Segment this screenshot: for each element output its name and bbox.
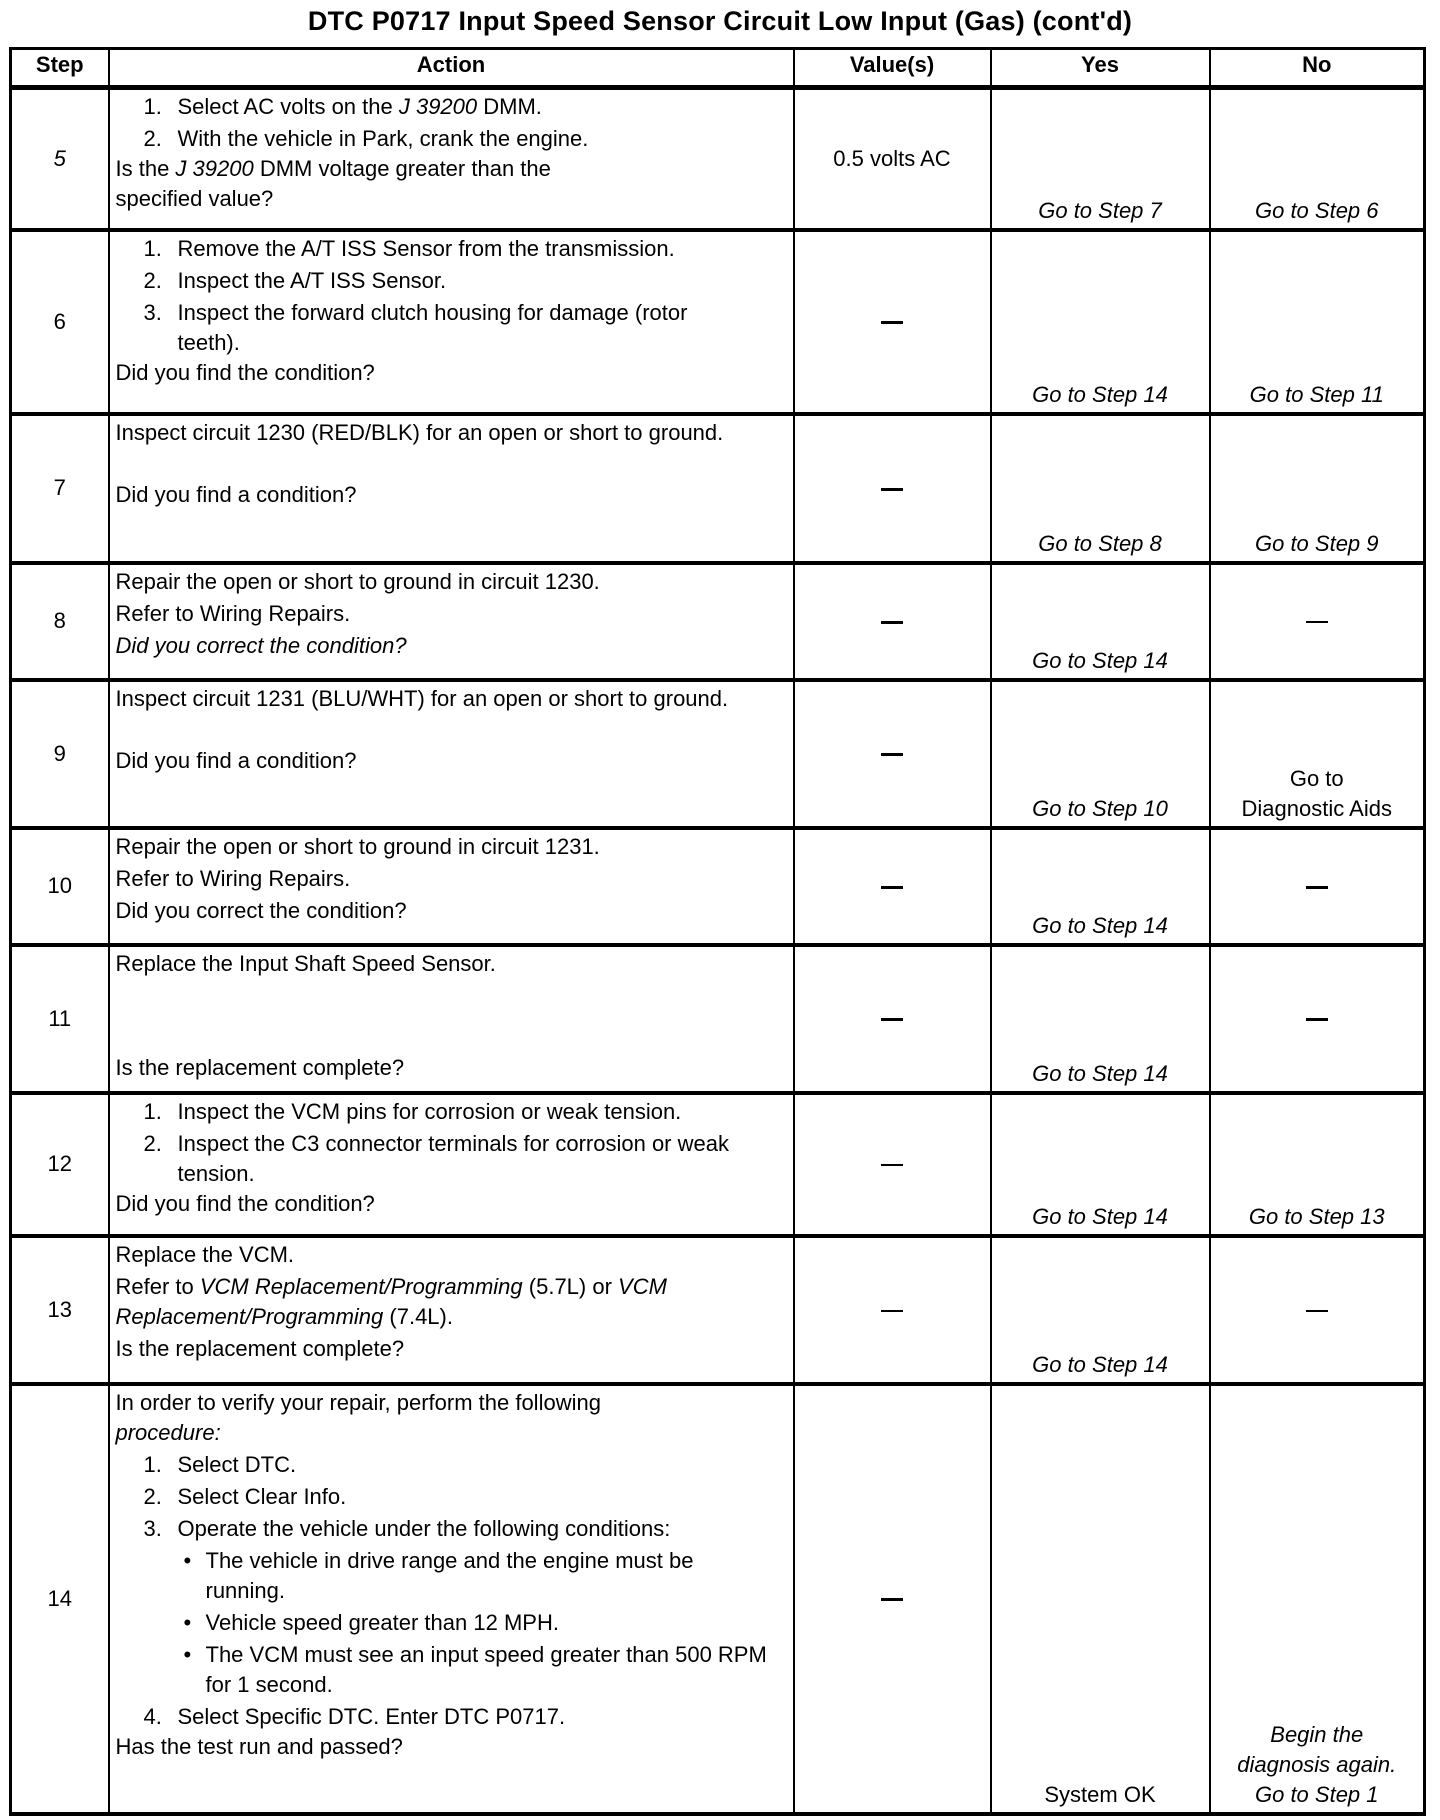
table-header-row bbox=[11, 49, 1425, 88]
step-number: 11 bbox=[11, 945, 109, 1093]
action-reference: Refer to Wiring Repairs. bbox=[115, 865, 351, 891]
action-cell bbox=[109, 1093, 794, 1236]
action-cell bbox=[109, 1384, 794, 1814]
action-step-1: 1. Select DTC. bbox=[143, 1451, 297, 1477]
no-link[interactable]: Begin the diagnosis again. Go to Step 1 bbox=[1210, 1384, 1425, 1814]
action-question: Did you find the condition? bbox=[115, 1190, 375, 1216]
dash-icon bbox=[881, 753, 903, 756]
dash-icon bbox=[881, 488, 903, 491]
yes-link[interactable]: Go to Step 14 bbox=[991, 563, 1210, 680]
action-question: Is the J 39200 DMM voltage greater than the specified value? bbox=[115, 156, 551, 211]
condition-bullet: • The vehicle in drive range and the engine must be running. bbox=[183, 1547, 694, 1603]
action-question: Did you correct the condition? bbox=[115, 897, 407, 923]
yes-link[interactable]: Go to Step 14 bbox=[991, 945, 1210, 1093]
table-row bbox=[11, 1236, 1425, 1384]
header-no: No bbox=[1210, 49, 1425, 88]
action-reference: Refer to Wiring Repairs. bbox=[115, 600, 351, 626]
step-number: 6 bbox=[11, 230, 109, 414]
action-step-2: 2. Select Clear Info. bbox=[143, 1483, 347, 1509]
table-row bbox=[11, 563, 1425, 680]
no-cell bbox=[1210, 828, 1425, 945]
action-question: Is the replacement complete? bbox=[115, 1054, 405, 1080]
table-row bbox=[11, 1384, 1425, 1814]
dash-icon bbox=[881, 1164, 903, 1166]
dash-icon bbox=[881, 321, 903, 324]
no-link[interactable]: Go to Step 11 bbox=[1210, 230, 1425, 414]
no-cell bbox=[1210, 945, 1425, 1093]
step-number: 9 bbox=[11, 680, 109, 828]
no-cell bbox=[1210, 563, 1425, 680]
action-question: Did you correct the condition? bbox=[115, 632, 407, 658]
dash-icon bbox=[881, 886, 903, 889]
action-step-2: 2. Inspect the C3 connector terminals for corrosion or weak tension. bbox=[143, 1130, 729, 1186]
page-title: DTC P0717 Input Speed Sensor Circuit Low Input (Gas) (cont'd) bbox=[307, 6, 1133, 36]
header-step: Step bbox=[11, 49, 109, 88]
action-cell bbox=[109, 414, 794, 563]
table-row bbox=[11, 945, 1425, 1093]
step-number: 7 bbox=[11, 414, 109, 563]
step-number: 14 bbox=[11, 1384, 109, 1814]
table-row bbox=[11, 680, 1425, 828]
action-question: Did you find a condition? bbox=[115, 481, 357, 507]
step-number: 13 bbox=[11, 1236, 109, 1384]
yes-link[interactable]: Go to Step 10 bbox=[991, 680, 1210, 828]
action-cell bbox=[109, 563, 794, 680]
action-intro: In order to verify your repair, perform the following procedure: bbox=[115, 1389, 601, 1445]
table-row bbox=[11, 1093, 1425, 1236]
action-text: Repair the open or short to ground in circuit 1230. bbox=[115, 568, 600, 594]
action-question: Has the test run and passed? bbox=[115, 1733, 403, 1759]
yes-link[interactable]: Go to Step 14 bbox=[991, 828, 1210, 945]
no-link[interactable]: Go to Step 13 bbox=[1210, 1093, 1425, 1236]
table-row bbox=[11, 414, 1425, 563]
yes-link[interactable]: Go to Step 14 bbox=[991, 230, 1210, 414]
value-cell bbox=[794, 1093, 991, 1236]
action-text: Replace the VCM. bbox=[115, 1241, 295, 1267]
no-link[interactable]: Go to Step 6 bbox=[1210, 88, 1425, 230]
action-text: Inspect circuit 1230 (RED/BLK) for an open or short to ground. bbox=[115, 419, 724, 445]
value-cell: 0.5 volts AC bbox=[794, 88, 991, 230]
yes-link[interactable]: Go to Step 8 bbox=[991, 414, 1210, 563]
action-question: Is the replacement complete? bbox=[115, 1335, 405, 1361]
action-cell bbox=[109, 945, 794, 1093]
step-number: 12 bbox=[11, 1093, 109, 1236]
value-cell bbox=[794, 680, 991, 828]
dash-icon bbox=[881, 1598, 903, 1601]
table-row bbox=[11, 88, 1425, 230]
yes-link[interactable]: System OK bbox=[991, 1384, 1210, 1814]
value-cell bbox=[794, 230, 991, 414]
diagnostic-table bbox=[9, 47, 1426, 1816]
value-cell bbox=[794, 828, 991, 945]
step-number: 5 bbox=[11, 88, 109, 230]
value-cell bbox=[794, 1236, 991, 1384]
dash-icon bbox=[1306, 886, 1328, 889]
action-step-3: 3. Inspect the forward clutch housing for damage (rotor teeth). bbox=[143, 299, 688, 355]
action-reference: Refer to VCM Replacement/Programming (5.7L) or VCM Replacement/Programming (7.4L). bbox=[115, 1273, 667, 1329]
action-text: Repair the open or short to ground in circuit 1231. bbox=[115, 833, 600, 859]
action-cell bbox=[109, 1236, 794, 1384]
dash-icon bbox=[881, 1018, 903, 1021]
dash-icon bbox=[1306, 1018, 1328, 1021]
action-cell bbox=[109, 828, 794, 945]
action-step-2: 2. With the vehicle in Park, crank the engine. bbox=[143, 126, 589, 151]
header-yes: Yes bbox=[991, 49, 1210, 88]
action-question: Did you find a condition? bbox=[115, 747, 357, 773]
table-row bbox=[11, 828, 1425, 945]
step-number: 10 bbox=[11, 828, 109, 945]
action-text: Inspect circuit 1231 (BLU/WHT) for an open or short to ground. bbox=[115, 685, 729, 711]
yes-link[interactable]: Go to Step 14 bbox=[991, 1236, 1210, 1384]
yes-link[interactable]: Go to Step 7 bbox=[991, 88, 1210, 230]
dash-icon bbox=[1306, 1310, 1328, 1312]
action-step-4: 4. Select Specific DTC. Enter DTC P0717. bbox=[143, 1703, 566, 1729]
no-link[interactable]: Go to Step 9 bbox=[1210, 414, 1425, 563]
action-cell bbox=[109, 88, 794, 230]
action-step-1: 1. Remove the A/T ISS Sensor from the transmission. bbox=[143, 235, 675, 261]
step-number: 8 bbox=[11, 563, 109, 680]
action-cell bbox=[109, 680, 794, 828]
dash-icon bbox=[881, 1310, 903, 1312]
action-text: Replace the Input Shaft Speed Sensor. bbox=[115, 950, 496, 976]
dash-icon bbox=[881, 621, 903, 624]
action-step-3: 3. Operate the vehicle under the following conditions: bbox=[143, 1515, 671, 1541]
value-cell bbox=[794, 563, 991, 680]
no-link[interactable]: Go to Diagnostic Aids bbox=[1210, 680, 1425, 828]
action-step-1: 1. Inspect the VCM pins for corrosion or weak tension. bbox=[143, 1098, 682, 1124]
yes-link[interactable]: Go to Step 14 bbox=[991, 1093, 1210, 1236]
no-cell bbox=[1210, 1236, 1425, 1384]
condition-bullet: • The VCM must see an input speed greater than 500 RPM for 1 second. bbox=[183, 1641, 767, 1697]
action-step-2: 2. Inspect the A/T ISS Sensor. bbox=[143, 267, 447, 293]
value-cell bbox=[794, 414, 991, 563]
condition-bullet: • Vehicle speed greater than 12 MPH. bbox=[183, 1609, 559, 1635]
header-values: Value(s) bbox=[794, 49, 991, 88]
value-cell bbox=[794, 1384, 991, 1814]
action-cell bbox=[109, 230, 794, 414]
table-row bbox=[11, 230, 1425, 414]
value-cell bbox=[794, 945, 991, 1093]
action-question: Did you find the condition? bbox=[115, 359, 375, 385]
action-step-1: 1. Select AC volts on the J 39200 DMM. bbox=[143, 94, 542, 119]
header-action: Action bbox=[109, 49, 794, 88]
dash-icon bbox=[1306, 621, 1328, 623]
